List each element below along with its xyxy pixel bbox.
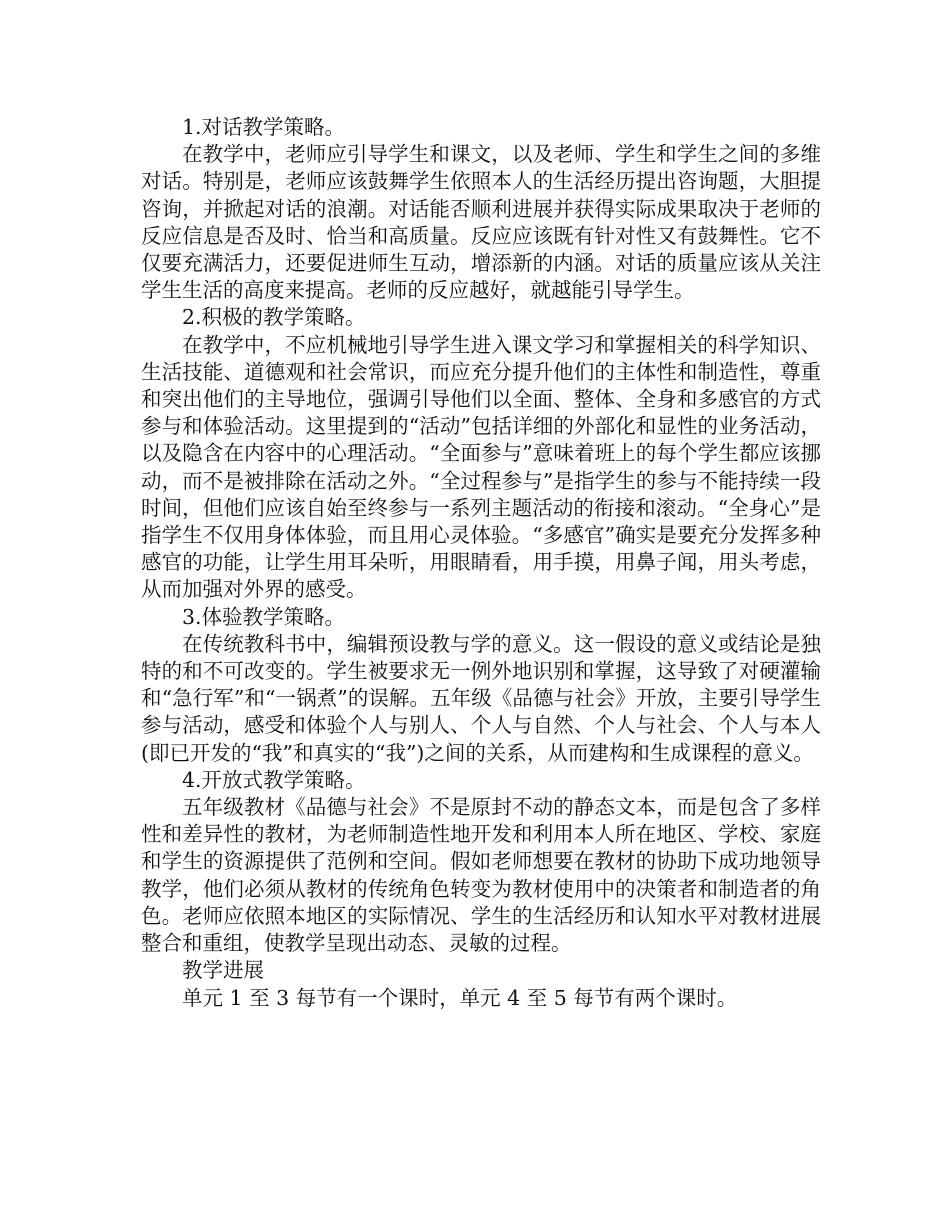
section-4-paragraph: 五年级教材《品德与社会》不是原封不动的静态文本，而是包含了多样性和差异性的教材，为老师制造性地开发和利用本人所在地区、学校、家庭和学生的资源提供了范例和空间。假如老师想要在教材的协助下成功地领导教学，他们必须从教材的传统角色转变为教材使用中的决策者和制造者的角色。老师应依照本地区的实际情况、学生的生活经历和认知水平对教材进展整合和重组，使教学呈现出动态、灵敏的过程。 — [141, 795, 821, 956]
section-2-heading: 2.积极的教学策略。 — [182, 305, 366, 330]
section-3-heading: 3.体验教学策略。 — [182, 604, 346, 629]
section-1-paragraph: 在教学中，老师应引导学生和课文，以及老师、学生和学生之间的多维对话。特别是，老师应该鼓舞学生依照本人的生活经历提出咨询题，大胆提咨询，并掀起对话的浪潮。对话能否顺利进展并获得实际成果取决于老师的反应信息是否及时、恰当和高质量。反应应该既有针对性又有鼓舞性。它不仅要充满活力，还要促进师生互动，增添新的内涵。对话的质量应该从关注学生生活的高度来提高。老师的反应越好，就越能引导学生。 — [141, 142, 821, 303]
section-3-paragraph: 在传统教科书中，编辑预设教与学的意义。这一假设的意义或结论是独特的和不可改变的。学生被要求无一例外地识别和掌握，这导致了对硬灌输和“急行军”和“一锅煮”的误解。五年级《品德与社会》开放，主要引导学生参与活动，感受和体验个人与别人、个人与自然、个人与社会、个人与本人(即已开发的“我”和真实的“我”)之间的关系，从而建构和生成课程的意义。 — [141, 631, 821, 765]
section-4-heading: 4.开放式教学策略。 — [182, 767, 366, 792]
progress-paragraph: 单元 1 至 3 每节有一个课时，单元 4 至 5 每节有两个课时。 — [182, 985, 738, 1010]
document-page — [141, 114, 821, 1012]
section-2-paragraph: 在教学中，不应机械地引导学生进入课文学习和掌握相关的科学知识、生活技能、道德观和社会常识，而应充分提升他们的主体性和制造性，尊重和突出他们的主导地位，强调引导他们以全面、整体、全身和多感官的方式参与和体验活动。这里提到的“活动”包括详细的外部化和显性的业务活动，以及隐含在内容中的心理活动。“全面参与”意味着班上的每个学生都应该挪动，而不是被排除在活动之外。“全过程参与”是指学生的参与不能持续一段时间，但他们应该自始至终参与一系列主题活动的衔接和滚动。“全身心”是指学生不仅用身体体验，而且用心灵体验。“多感官”确实是要充分发挥多种感官的功能，让学生用耳朵听，用眼睛看，用手摸，用鼻子闻，用头考虑，从而加强对外界的感受。 — [141, 332, 821, 602]
progress-heading: 教学进展 — [182, 958, 264, 983]
section-1-heading: 1.对话教学策略。 — [182, 115, 346, 139]
